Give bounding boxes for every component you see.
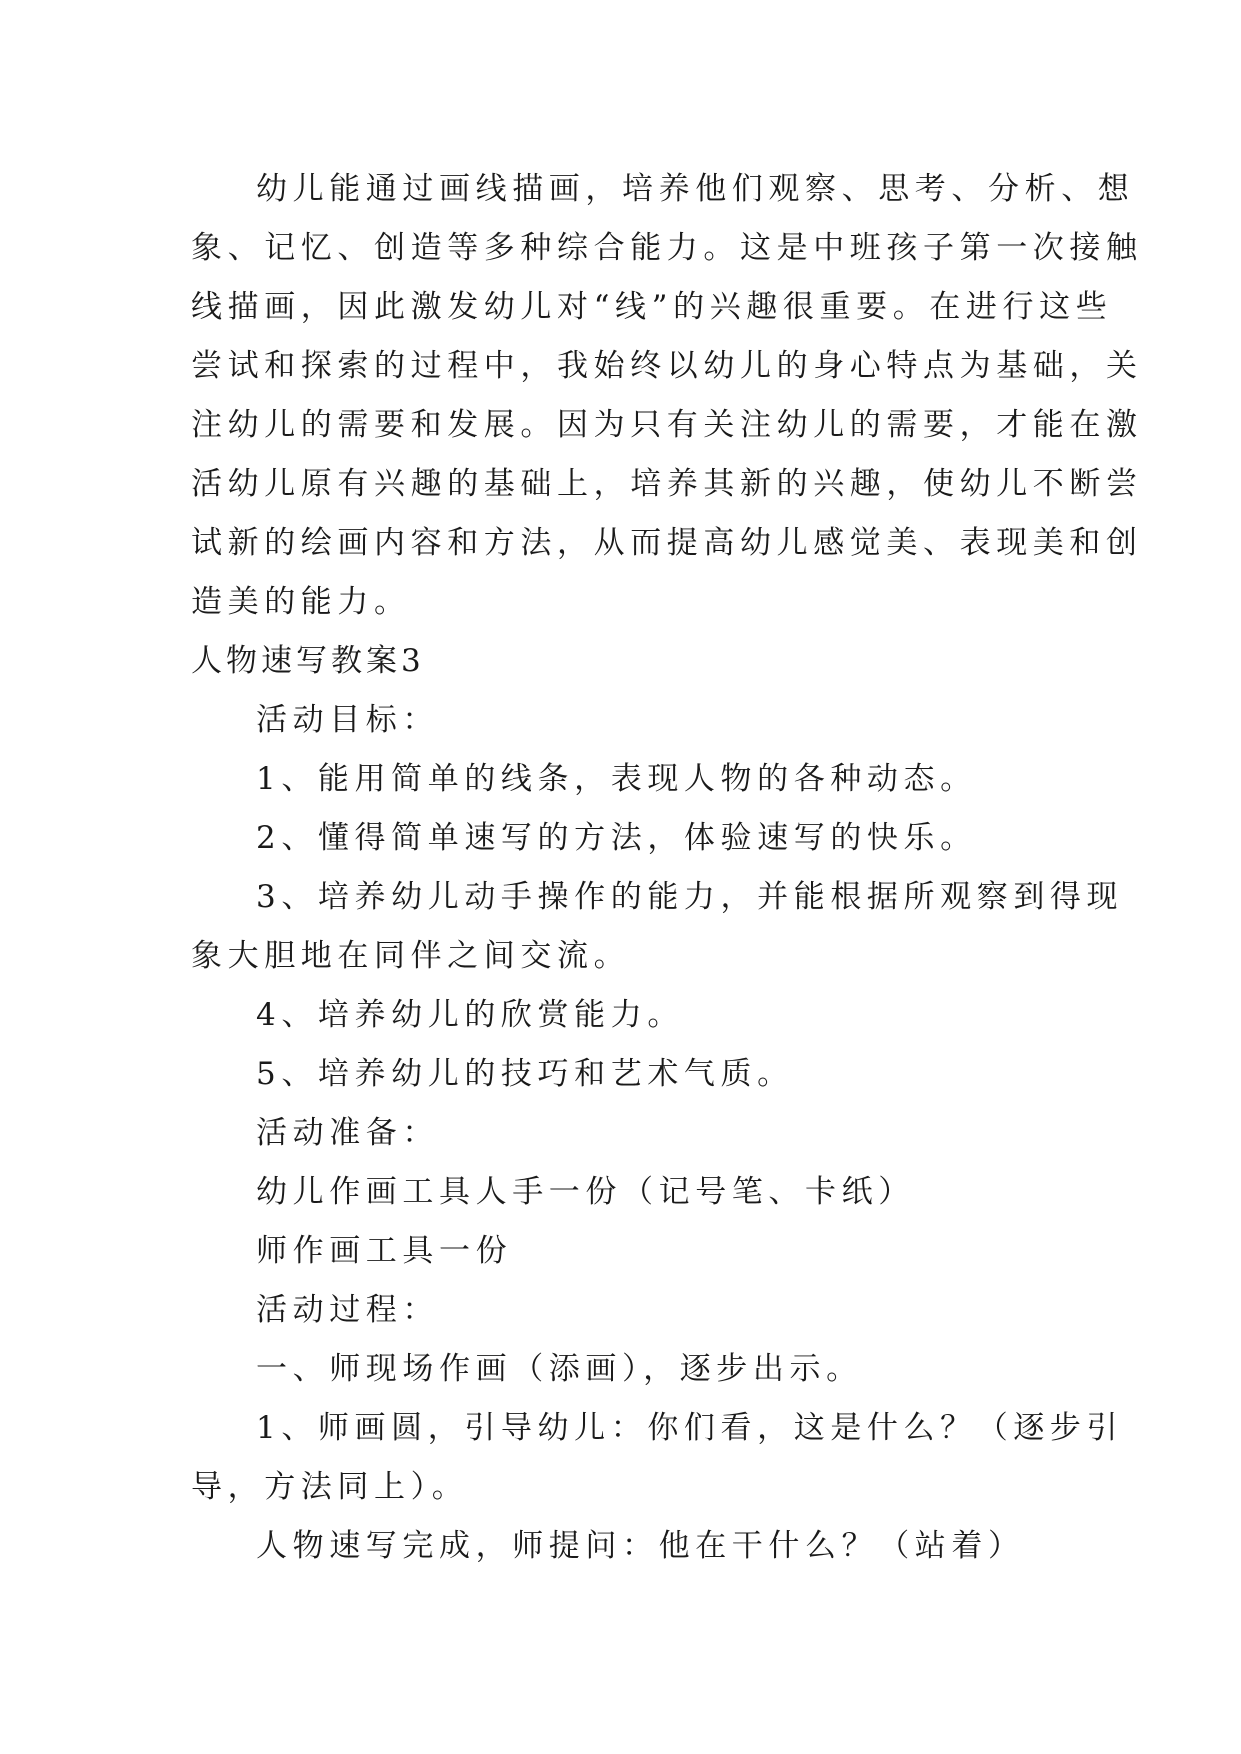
paragraph-line: 试新的绘画内容和方法，从而提高幼儿感觉美、表现美和创 — [191, 525, 1143, 561]
list-item: 2、懂得简单速写的方法，体验速写的快乐。 — [256, 820, 977, 856]
paragraph-line: 活幼儿原有兴趣的基础上，培养其新的兴趣，使幼儿不断尝 — [191, 466, 1143, 502]
paragraph-line: 注幼儿的需要和发展。因为只有关注幼儿的需要，才能在激 — [191, 407, 1143, 443]
subheading-line: 活动目标： — [256, 702, 439, 738]
document-body — [191, 160, 1143, 1576]
paragraph-line: 造美的能力。 — [191, 584, 411, 620]
paragraph-line: 师作画工具一份 — [256, 1233, 513, 1269]
subheading-line: 活动准备： — [256, 1115, 439, 1151]
paragraph-line-continuation: 导，方法同上）。 — [191, 1469, 469, 1505]
paragraph-line: 一、师现场作画（添画），逐步出示。 — [256, 1351, 863, 1387]
list-item: 1、能用简单的线条，表现人物的各种动态。 — [256, 761, 977, 797]
paragraph-line: 线描画，因此激发幼儿对“线”的兴趣很重要。在进行这些 — [191, 289, 1113, 325]
paragraph-line: 幼儿作画工具人手一份（记号笔、卡纸） — [256, 1174, 915, 1210]
list-item: 5、培养幼儿的技巧和艺术气质。 — [256, 1056, 794, 1092]
paragraph-line: 人物速写完成，师提问：他在干什么？（站着） — [256, 1528, 1025, 1564]
paragraph-line: 幼儿能通过画线描画，培养他们观察、思考、分析、想 — [256, 171, 1135, 207]
paragraph-line: 象、记忆、创造等多种综合能力。这是中班孩子第一次接触 — [191, 230, 1143, 266]
list-item-continuation: 象大胆地在同伴之间交流。 — [191, 938, 631, 974]
section-heading: 人物速写教案3 — [191, 643, 425, 679]
list-item: 3、培养幼儿动手操作的能力，并能根据所观察到得现 — [256, 879, 1124, 915]
paragraph-line: 尝试和探索的过程中，我始终以幼儿的身心特点为基础，关 — [191, 348, 1143, 384]
list-item: 4、培养幼儿的欣赏能力。 — [256, 997, 684, 1033]
subheading-line: 活动过程： — [256, 1292, 439, 1328]
paragraph-line: 1、师画圆，引导幼儿：你们看，这是什么？（逐步引 — [256, 1410, 1124, 1446]
